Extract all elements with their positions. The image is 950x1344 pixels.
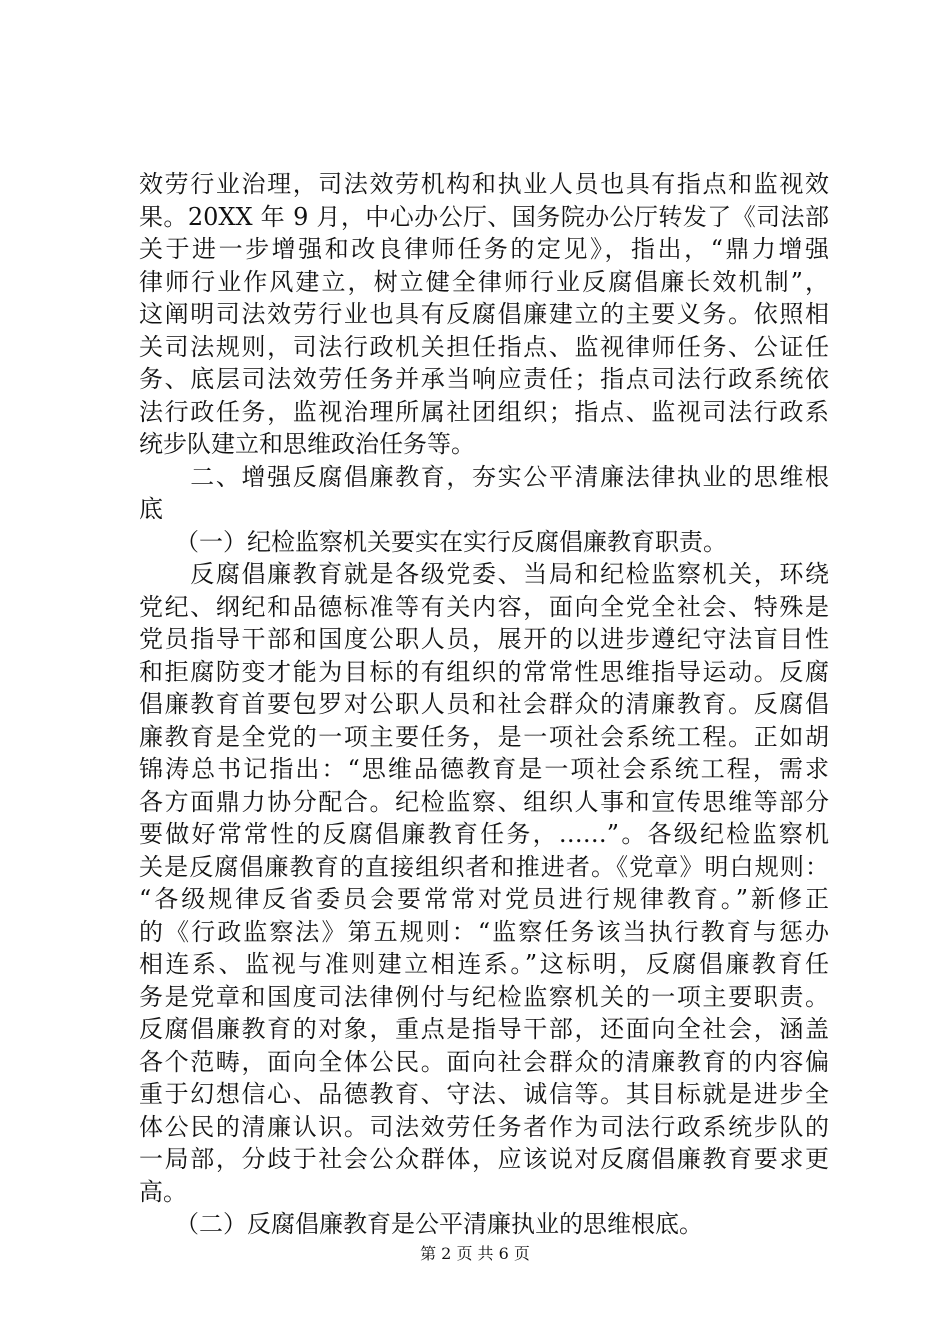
text-line: 党纪、纲纪和品德标准等有关内容，面向全党全社会、特殊是 xyxy=(139,592,829,621)
text-line: 一局部，分歧于社会公众群体，应该说对反腐倡廉教育要求更 xyxy=(139,1145,829,1173)
text-line: 锦涛总书记指出：“思维品德教育是一项社会系统工程，需求 xyxy=(139,755,829,783)
text-line: 党员指导干部和国度公职人员，展开的以进步遵纪守法盲目性 xyxy=(139,625,829,653)
text-line: 效劳行业治理，司法效劳机构和执业人员也具有指点和监视效 xyxy=(139,170,829,198)
text-line: 这阐明司法效劳行业也具有反腐倡廉建立的主要义务。依照相 xyxy=(139,300,829,328)
text-line: 廉教育是全党的一项主要任务，是一项社会系统工程。正如胡 xyxy=(139,722,829,751)
text-line: 二、增强反腐倡廉教育，夯实公平清廉法律执业的思维根 xyxy=(139,462,829,491)
text-line: 的《行政监察法》第五规则：“监察任务该当执行教育与惩办 xyxy=(139,917,829,946)
text-line: 务是党章和国度司法律例付与纪检监察机关的一项主要职责。 xyxy=(139,982,829,1011)
text-line: 体公民的清廉认识。司法效劳任务者作为司法行政系统步队的 xyxy=(139,1112,829,1141)
text-line: 关于进一步增强和改良律师任务的定见》，指出，“鼎力增强 xyxy=(139,235,829,263)
text-line: 要做好常常性的反腐倡廉教育任务，……”。各级纪检监察机 xyxy=(139,820,829,848)
text-line: 反腐倡廉教育就是各级党委、当局和纪检监察机关，环绕 xyxy=(139,560,829,588)
text-line: 各方面鼎力协分配合。纪检监察、组织人事和宣传思维等部分 xyxy=(139,787,829,816)
text-line: 底 xyxy=(139,495,163,523)
text-line: （一）纪检监察机关要实在实行反腐倡廉教育职责。 xyxy=(139,527,727,556)
text-line: 关是反腐倡廉教育的直接组织者和推进者。《党章》明白规则： xyxy=(139,852,829,881)
text-line: 法行政任务，监视治理所属社团组织；指点、监视司法行政系 xyxy=(139,397,829,426)
text-line: 关司法规则，司法行政机关担任指点、监视律师任务、公证任 xyxy=(139,332,829,361)
text-line: 统步队建立和思维政治任务等。 xyxy=(139,430,475,458)
text-line: 律师行业作风建立，树立健全律师行业反腐倡廉长效机制”， xyxy=(139,267,829,296)
text-line: 倡廉教育首要包罗对公职人员和社会群众的清廉教育。反腐倡 xyxy=(139,690,829,718)
text-line: 各个范畴，面向全体公民。面向社会群众的清廉教育的内容偏 xyxy=(139,1047,829,1076)
text-line: 相连系、监视与准则建立相连系。”这标明，反腐倡廉教育任 xyxy=(139,950,829,978)
text-line: 重于幻想信心、品德教育、守法、诚信等。其目标就是进步全 xyxy=(139,1080,829,1108)
text-line: 和拒腐防变才能为目标的有组织的常常性思维指导运动。反腐 xyxy=(139,657,829,686)
text-line: （二）反腐倡廉教育是公平清廉执业的思维根底。 xyxy=(139,1210,703,1238)
text-line: 反腐倡廉教育的对象，重点是指导干部，还面向全社会，涵盖 xyxy=(139,1015,829,1043)
page-footer: 第 2 页 共 6 页 xyxy=(420,1244,530,1263)
text-line: 高。 xyxy=(139,1177,187,1206)
text-line: 果。20XX 年 9 月，中心办公厅、国务院办公厅转发了《司法部 xyxy=(139,202,829,231)
text-line: 务、底层司法效劳任务并承当响应责任；指点司法行政系统依 xyxy=(139,365,829,393)
text-line: “各级规律反省委员会要常常对党员进行规律教育。”新修正 xyxy=(139,885,829,913)
document-body xyxy=(139,168,829,1241)
